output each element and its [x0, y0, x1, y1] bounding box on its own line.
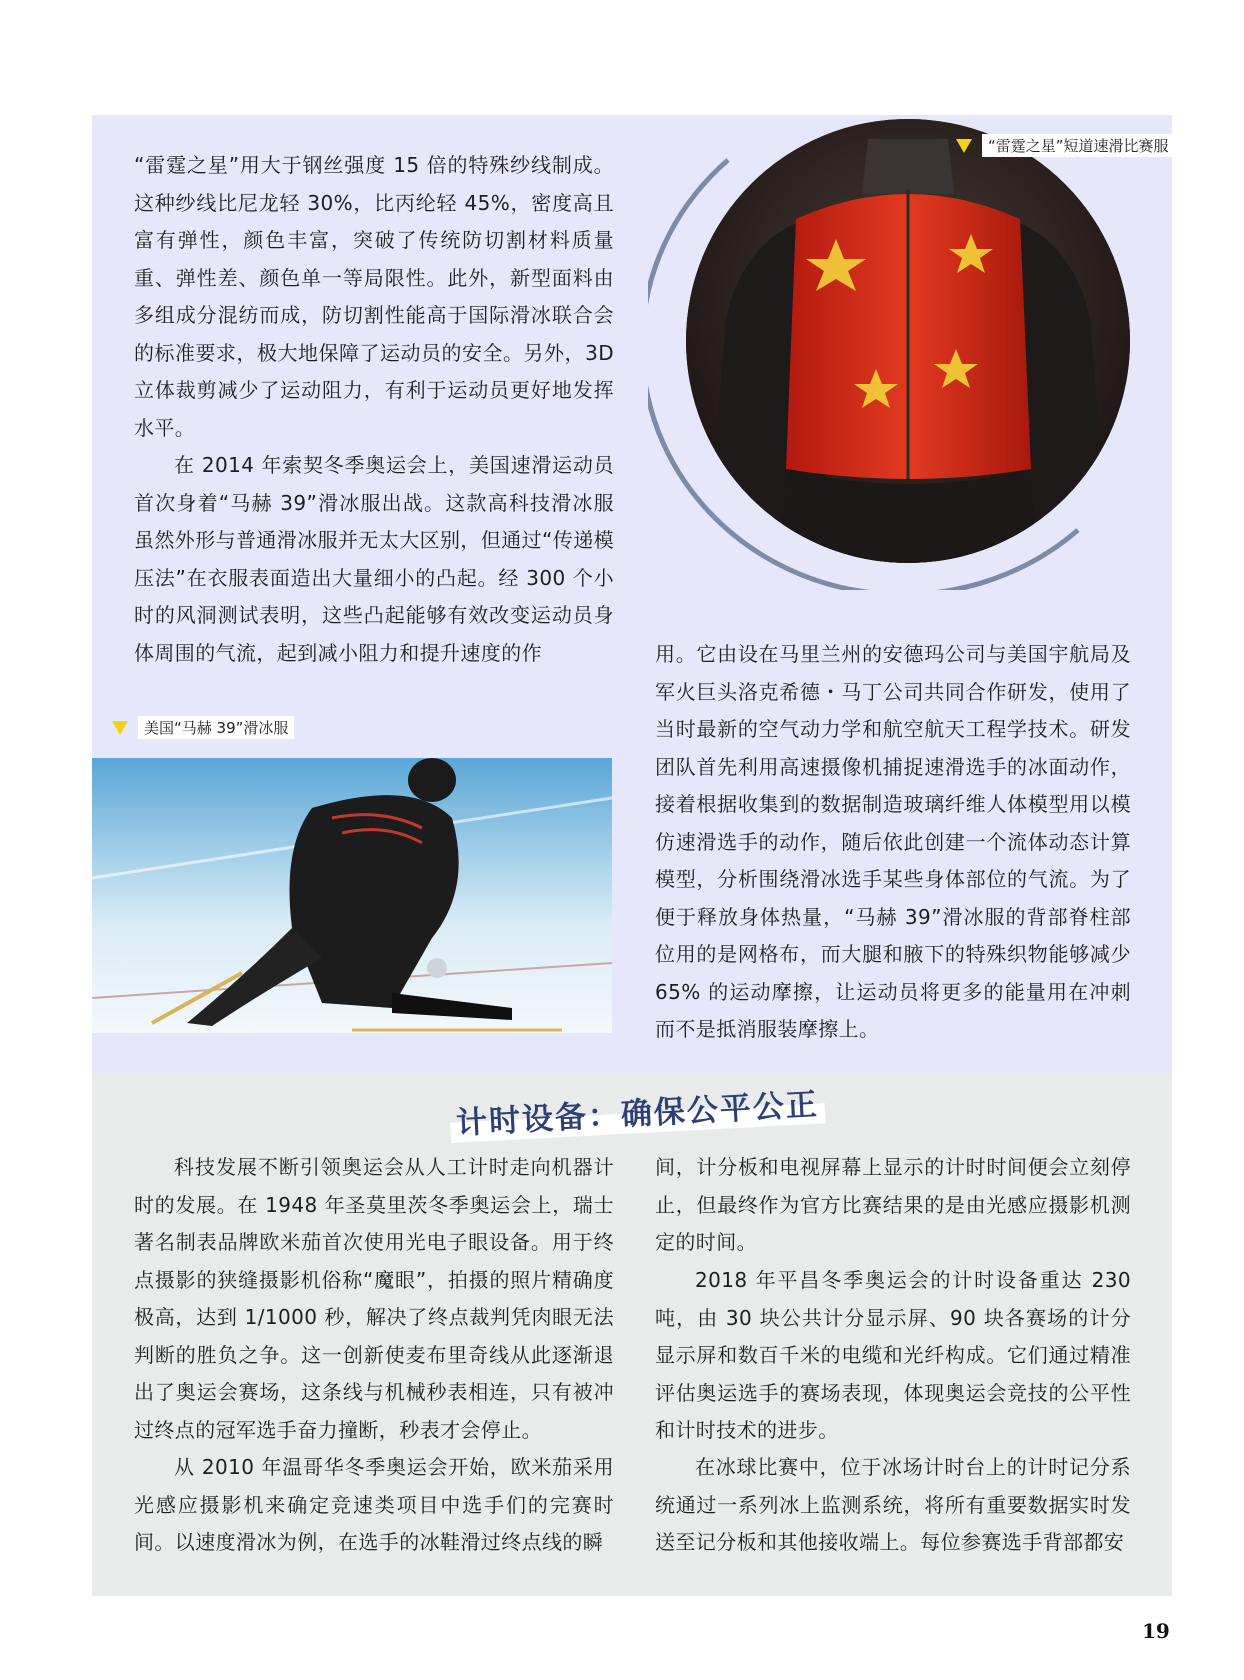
article-paragraph: 间，计分板和电视屏幕上显示的计时时间便会立刻停止，但最终作为官方比赛结果的是由光感应摄影机测定的时间。: [655, 1155, 1131, 1254]
page-number: 19: [1142, 1619, 1170, 1643]
article-paragraph: 用。它由设在马里兰州的安德玛公司与美国宇航局及军火巨头洛克希德・马丁公司共同合作研发，使用了当时最新的空气动力学和航空航天工程学技术。研发团队首先利用高速摄像机捕捉速滑选手的冰面动作，接着根据收集到的数据制造玻璃纤维人体模型用以模仿速滑选手的动作，随后依此创建一个流体动态计算模型，分析围绕滑冰选手某些身体部位的气流。为了便于释放身体热量，“马赫 39”滑冰服的背部脊柱部位用的是网格布，而大腿和腋下的特殊织物能够减少 65% 的运动摩擦，让运动员将更多的能量用在冲刺而不是抵消服装摩擦上。: [655, 642, 1131, 1041]
article-paragraph: 科技发展不断引领奥运会从人工计时走向机器计时的发展。在 1948 年圣莫里茨冬季奥运会上，瑞士著名制表品牌欧米茄首次使用光电子眼设备。用于终点摄影的狭缝摄影机俗称“魔眼”，拍摄的照片精确度极高，达到 1/1000 秒，解决了终点裁判凭肉眼无法判断的胜负之争。这一创新使麦布里奇线从此逐渐退出了奥运会赛场，这条线与机械秒表相连，只有被冲过终点的冠军选手奋力撞断，秒表才会停止。: [134, 1155, 614, 1442]
skater-photo: [92, 758, 612, 1033]
article-paragraph: “雷霆之星”用大于钢丝强度 15 倍的特殊纱线制成。这种纱线比尼龙轻 30%，比丙纶轻 45%，密度高且富有弹性，颜色丰富，突破了传统防切割材料质量重、弹性差、颜色单一等局限性。此外，新型面料由多组成分混纺而成，防切割性能高于国际滑冰联合会的标准要求，极大地保障了运动员的安全。另外，3D 立体裁剪减少了运动阻力，有利于运动员更好地发挥水平。: [134, 153, 614, 440]
suit-photo-caption: “雷霆之星”短道速滑比赛服: [956, 134, 1175, 157]
article-paragraph: 在冰球比赛中，位于冰场计时台上的计时记分系统通过一系列冰上监测系统，将所有重要数据实时发送至记分板和其他接收端上。每位参赛选手背部都安: [655, 1455, 1131, 1554]
section-title: 计时设备：确保公平公正: [449, 1078, 826, 1143]
article-paragraph: 从 2010 年温哥华冬季奥运会开始，欧米茄采用光感应摄影机来确定竞速类项目中选手们的完赛时间。以速度滑冰为例，在选手的冰鞋滑过终点线的瞬: [134, 1455, 614, 1554]
skater-photo-caption: 美国“马赫 39”滑冰服: [112, 716, 294, 739]
article-paragraph: 在 2014 年索契冬季奥运会上，美国速滑运动员首次身着“马赫 39”滑冰服出战。这款高科技滑冰服虽然外形与普通滑冰服并无太大区别，但通过“传递模压法”在衣服表面造出大量细小的凸起。经 300 个小时的风洞测试表明，这些凸起能够有效改变运动员身体周围的气流，起到减小阻力和提升速度的作: [134, 453, 614, 665]
article-paragraph: 2018 年平昌冬季奥运会的计时设备重达 230 吨，由 30 块公共计分显示屏、90 块各赛场的计分显示屏和数百千米的电缆和光纤构成。它们通过精准评估奥运选手的赛场表现，体现奥运会竞技的公平性和计时技术的进步。: [655, 1268, 1131, 1442]
caption-triangle-icon: [956, 139, 972, 153]
speed-skating-suit-photo: [686, 119, 1130, 563]
caption-triangle-icon: [112, 721, 128, 735]
